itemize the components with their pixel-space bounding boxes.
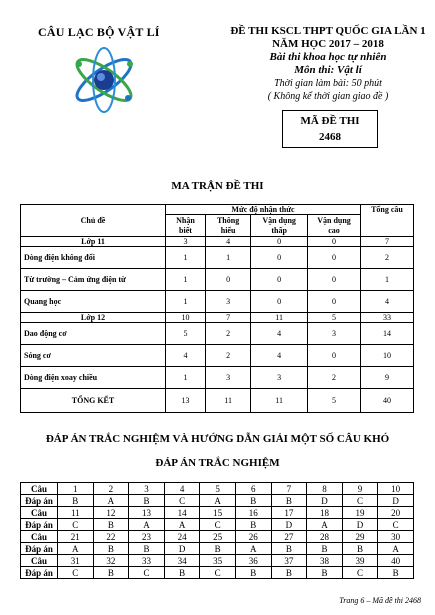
matrix-cell: 2: [205, 323, 250, 345]
matrix-row: [21, 313, 414, 323]
answer-choice: B: [342, 543, 378, 555]
matrix-row-total: 33: [361, 313, 414, 323]
answer-choice: B: [93, 543, 129, 555]
matrix-cell: 1: [166, 291, 206, 313]
question-number: 26: [235, 531, 271, 543]
answer-choice: D: [342, 519, 378, 531]
matrix-summary-cell: 11: [205, 389, 250, 413]
question-number: 29: [342, 531, 378, 543]
question-number: 40: [378, 555, 414, 567]
answer-question-row: [21, 507, 414, 519]
question-number: 1: [58, 483, 94, 495]
answer-key-row: [21, 567, 414, 579]
matrix-cell: 0: [251, 247, 308, 269]
answer-choice: B: [307, 543, 343, 555]
question-number: 9: [342, 483, 378, 495]
atom-logo: [68, 44, 140, 116]
answer-question-row: [21, 483, 414, 495]
page-footer: Trang 6 – Mã đề thi 2468: [339, 596, 421, 605]
matrix-level-header: Vận dụng cao: [308, 215, 361, 237]
answer-choice: A: [129, 519, 165, 531]
answer-choice: B: [58, 495, 94, 507]
question-number: 19: [342, 507, 378, 519]
exam-code: 2468: [319, 131, 341, 143]
matrix-row-total: 14: [361, 323, 414, 345]
matrix-topic: Lớp 12: [21, 313, 166, 323]
matrix-summary-cell: 13: [166, 389, 206, 413]
matrix-cell: 0: [308, 345, 361, 367]
matrix-cell: 5: [308, 313, 361, 323]
question-number: 17: [271, 507, 307, 519]
matrix-cell: 3: [251, 367, 308, 389]
question-number: 22: [93, 531, 129, 543]
question-number: 2: [93, 483, 129, 495]
matrix-level-header: Thông hiểu: [205, 215, 250, 237]
matrix-row-total: 9: [361, 367, 414, 389]
matrix-row-total: 10: [361, 345, 414, 367]
question-label: Câu: [21, 507, 58, 519]
question-number: 30: [378, 531, 414, 543]
answer-choice: B: [93, 567, 129, 579]
question-number: 31: [58, 555, 94, 567]
matrix-cell: 4: [205, 237, 250, 247]
matrix-col-total: Tổng câu: [361, 205, 414, 237]
question-number: 33: [129, 555, 165, 567]
matrix-row-total: 1: [361, 269, 414, 291]
answer-choice: C: [58, 519, 94, 531]
answer-label: Đáp án: [21, 567, 58, 579]
answer-choice: B: [200, 543, 236, 555]
question-number: 39: [342, 555, 378, 567]
question-number: 24: [164, 531, 200, 543]
question-number: 14: [164, 507, 200, 519]
school-year: NĂM HỌC 2017 – 2018: [272, 38, 384, 50]
question-number: 16: [235, 507, 271, 519]
question-number: 15: [200, 507, 236, 519]
matrix-cell: 2: [205, 345, 250, 367]
answer-choice: A: [93, 495, 129, 507]
answer-label: Đáp án: [21, 543, 58, 555]
answer-choice: A: [378, 543, 414, 555]
matrix-row: [21, 345, 414, 367]
matrix-cell: 1: [166, 367, 206, 389]
question-number: 21: [58, 531, 94, 543]
matrix-cell: 3: [205, 367, 250, 389]
matrix-row-total: 7: [361, 237, 414, 247]
question-number: 34: [164, 555, 200, 567]
question-number: 5: [200, 483, 236, 495]
matrix-cell: 4: [251, 345, 308, 367]
matrix-cell: 4: [251, 323, 308, 345]
answer-choice: D: [164, 543, 200, 555]
question-number: 7: [271, 483, 307, 495]
question-label: Câu: [21, 483, 58, 495]
question-number: 25: [200, 531, 236, 543]
exam-time-note: ( Không kể thời gian giao đề ): [267, 91, 389, 102]
answer-label: Đáp án: [21, 495, 58, 507]
matrix-topic: Sóng cơ: [21, 345, 166, 367]
question-number: 13: [129, 507, 165, 519]
matrix-title: MA TRẬN ĐỀ THI: [171, 180, 264, 192]
matrix-cell: 1: [166, 247, 206, 269]
matrix-cell: 1: [166, 269, 206, 291]
question-number: 35: [200, 555, 236, 567]
question-number: 20: [378, 507, 414, 519]
matrix-col-topic: Chủ đề: [21, 205, 166, 237]
matrix-summary-label: TỔNG KẾT: [21, 389, 166, 413]
answer-question-row: [21, 555, 414, 567]
matrix-row: [21, 367, 414, 389]
matrix-cell: 0: [308, 291, 361, 313]
exam-code-label: MÃ ĐỀ THI: [300, 115, 360, 127]
question-number: 8: [307, 483, 343, 495]
answer-choice: A: [307, 519, 343, 531]
answer-choice: C: [378, 519, 414, 531]
matrix-row-total: 4: [361, 291, 414, 313]
answer-choice: B: [129, 495, 165, 507]
answer-choice: B: [271, 495, 307, 507]
question-number: 28: [307, 531, 343, 543]
question-number: 10: [378, 483, 414, 495]
matrix-cell: 3: [205, 291, 250, 313]
matrix-cell: 0: [251, 237, 308, 247]
matrix-topic: Dao động cơ: [21, 323, 166, 345]
matrix-cell: 7: [205, 313, 250, 323]
matrix-topic: Quang học: [21, 291, 166, 313]
matrix-col-levels: Mức độ nhận thức: [166, 205, 361, 215]
subject: Môn thi: Vật lí: [294, 64, 362, 76]
matrix-cell: 3: [166, 237, 206, 247]
question-label: Câu: [21, 531, 58, 543]
matrix-row: [21, 269, 414, 291]
question-number: 11: [58, 507, 94, 519]
answer-choice: A: [58, 543, 94, 555]
matrix-summary-cell: 11: [251, 389, 308, 413]
answer-choice: A: [200, 495, 236, 507]
answers-subtitle: ĐÁP ÁN TRẮC NGHIỆM: [155, 457, 280, 469]
matrix-level-header: Vận dụng thấp: [251, 215, 308, 237]
matrix-topic: Từ trường – Cảm ứng điện từ: [21, 269, 166, 291]
answer-choice: B: [378, 567, 414, 579]
matrix-row: [21, 237, 414, 247]
question-label: Câu: [21, 555, 58, 567]
matrix-cell: 2: [308, 367, 361, 389]
answer-choice: C: [342, 495, 378, 507]
exam-time: Thời gian làm bài: 50 phút: [274, 78, 382, 89]
matrix-cell: 1: [205, 247, 250, 269]
matrix-topic: Dòng điện xoay chiều: [21, 367, 166, 389]
matrix-cell: 0: [205, 269, 250, 291]
matrix-cell: 3: [308, 323, 361, 345]
question-number: 38: [307, 555, 343, 567]
answer-choice: C: [200, 567, 236, 579]
matrix-cell: 5: [166, 323, 206, 345]
matrix-row: [21, 323, 414, 345]
answer-choice: A: [235, 543, 271, 555]
matrix-row-total: 2: [361, 247, 414, 269]
answer-choice: B: [235, 519, 271, 531]
matrix-cell: 11: [251, 313, 308, 323]
answer-choice: C: [58, 567, 94, 579]
answer-key-row: [21, 495, 414, 507]
answers-section-title: ĐÁP ÁN TRẮC NGHIỆM VÀ HƯỚNG DẪN GIẢI MỘT SỐ CÂU KHÓ: [45, 433, 390, 445]
matrix-cell: 0: [308, 237, 361, 247]
subject-group: Bài thi khoa học tự nhiên: [269, 51, 387, 63]
matrix-row: [21, 247, 414, 269]
answer-choice: C: [129, 567, 165, 579]
answer-choice: B: [235, 495, 271, 507]
answer-choice: C: [164, 495, 200, 507]
answer-choice: B: [93, 519, 129, 531]
question-number: 4: [164, 483, 200, 495]
answer-question-row: [21, 531, 414, 543]
matrix-topic: Lớp 11: [21, 237, 166, 247]
question-number: 6: [235, 483, 271, 495]
answer-choice: B: [129, 543, 165, 555]
answer-choice: B: [271, 567, 307, 579]
answer-choice: B: [307, 567, 343, 579]
matrix-cell: 4: [166, 345, 206, 367]
answer-choice: D: [271, 519, 307, 531]
answer-key-row: [21, 543, 414, 555]
exam-code-box: [282, 110, 378, 148]
matrix-cell: 0: [308, 247, 361, 269]
question-number: 18: [307, 507, 343, 519]
answer-choice: B: [235, 567, 271, 579]
matrix-cell: 0: [308, 269, 361, 291]
matrix-cell: 0: [251, 291, 308, 313]
exam-header: [222, 25, 434, 103]
matrix-table: [20, 204, 414, 413]
matrix-cell: 0: [251, 269, 308, 291]
question-number: 23: [129, 531, 165, 543]
question-number: 12: [93, 507, 129, 519]
answer-choice: B: [271, 543, 307, 555]
club-name: CÂU LẠC BỘ VẬT LÍ: [38, 25, 160, 39]
matrix-summary-total: 40: [361, 389, 414, 413]
matrix-summary-cell: 5: [308, 389, 361, 413]
answer-choice: D: [378, 495, 414, 507]
answer-label: Đáp án: [21, 519, 58, 531]
answer-choice: C: [200, 519, 236, 531]
question-number: 27: [271, 531, 307, 543]
answer-table: [20, 482, 414, 579]
matrix-cell: 10: [166, 313, 206, 323]
matrix-summary-row: [21, 389, 414, 413]
question-number: 37: [271, 555, 307, 567]
answer-key-row: [21, 519, 414, 531]
answer-choice: D: [307, 495, 343, 507]
question-number: 32: [93, 555, 129, 567]
matrix-level-header: Nhận biết: [166, 215, 206, 237]
answer-choice: A: [164, 519, 200, 531]
matrix-topic: Dòng điện không đổi: [21, 247, 166, 269]
question-number: 3: [129, 483, 165, 495]
matrix-row: [21, 291, 414, 313]
exam-title: ĐỀ THI KSCL THPT QUỐC GIA LẦN 1: [230, 25, 426, 37]
answer-choice: B: [164, 567, 200, 579]
question-number: 36: [235, 555, 271, 567]
answer-choice: C: [342, 567, 378, 579]
